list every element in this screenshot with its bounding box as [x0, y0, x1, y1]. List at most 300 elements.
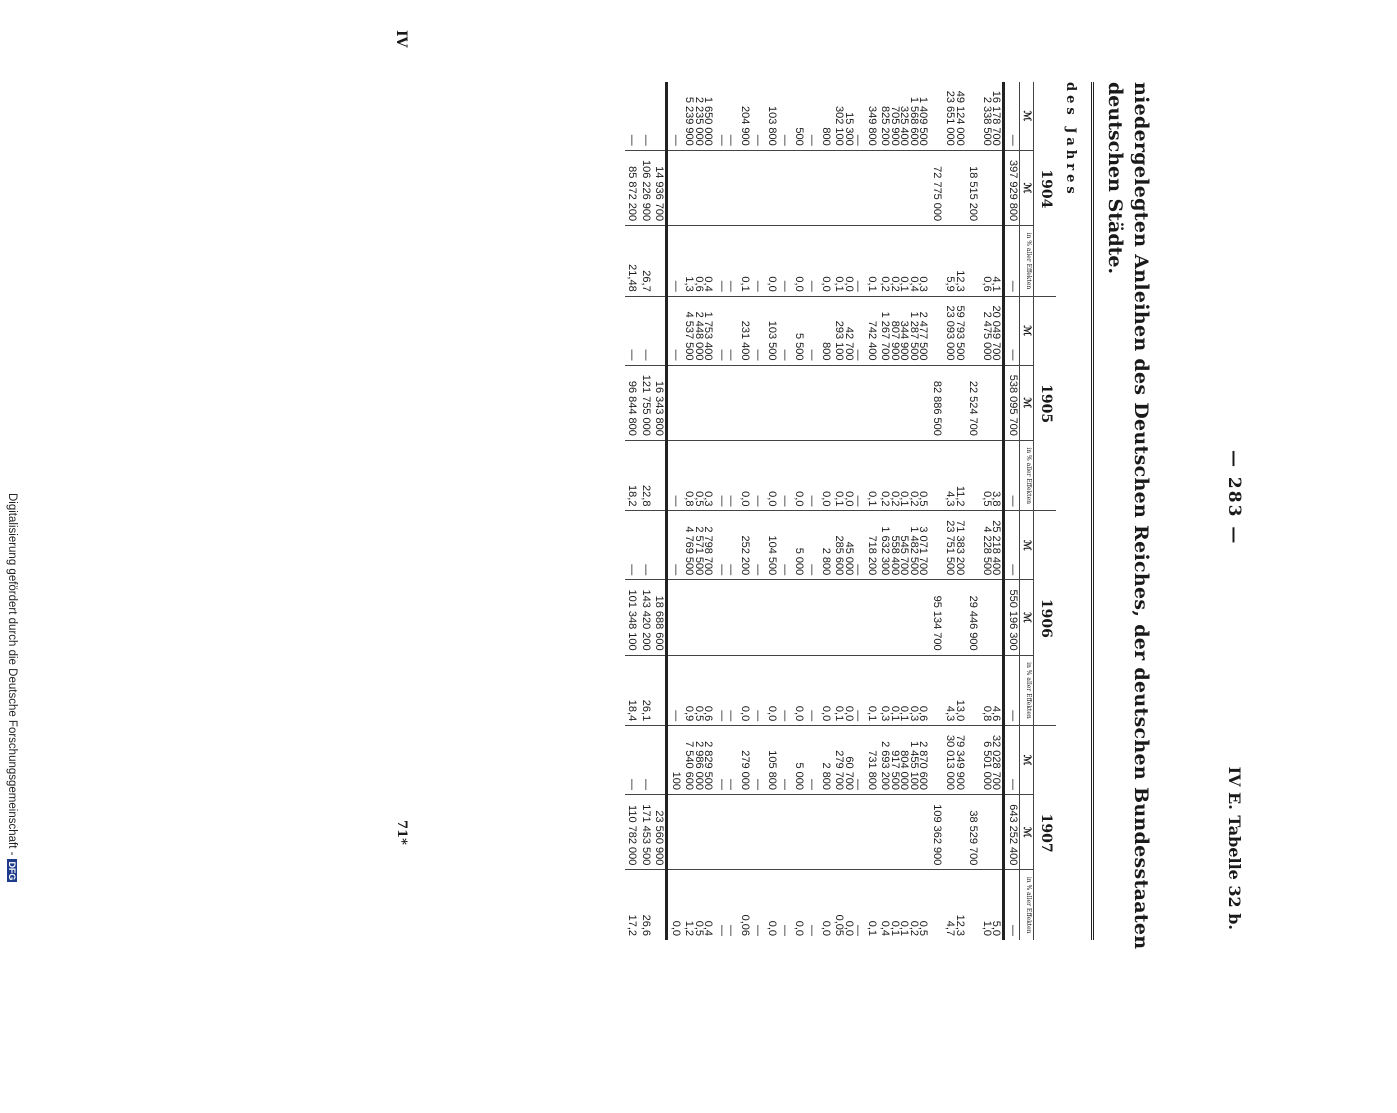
- percent-cell: 0,6 0,3 0,1 0,1 0,3: [878, 655, 930, 726]
- percent-cell: — 0,0 0,05: [832, 870, 865, 940]
- mark-cell: [930, 511, 944, 580]
- total-cell: [819, 795, 833, 870]
- total-cell: [765, 795, 779, 870]
- percent-cell: 5,0 1,0: [980, 870, 1005, 940]
- percent-cell: 21,48: [625, 226, 639, 297]
- percent-cell: [930, 226, 944, 297]
- mark-cell: —: [806, 134, 819, 146]
- percent-cell: [966, 226, 980, 297]
- percent-cell: 26,6: [639, 870, 653, 940]
- table-row: [625, 82, 639, 940]
- mark-cell: 2 870 600 1 455 100 804 000 917 500 2 693 200: [878, 726, 930, 795]
- percent-cell: 0,4 0,5 1,2: [682, 870, 715, 940]
- percent-cell: —: [751, 226, 765, 297]
- total-cell: [715, 580, 738, 655]
- funding-note: [2, 493, 18, 1113]
- percent-cell: —: [805, 870, 819, 940]
- total-cell: [980, 365, 1005, 440]
- percent-cell: — —: [715, 870, 738, 940]
- mark-cell: 59 793 500 23 093 000: [943, 296, 966, 365]
- percent-cell: 0,5 0,2 0,1 0,2 0,2: [878, 440, 930, 511]
- total-cell: [865, 580, 879, 655]
- total-cell: 171 453 500: [639, 795, 653, 870]
- percent-cell: 0,0: [792, 226, 806, 297]
- mark-cell: —: [778, 296, 792, 365]
- total-cell: [682, 150, 715, 225]
- table-row: [792, 82, 806, 940]
- percent-cell: 0,3 0,5 0,8: [682, 440, 715, 511]
- percent-cell: 0,1: [738, 226, 752, 297]
- des-jahres-label: des Jahres: [1063, 82, 1078, 198]
- title-rule: [1091, 82, 1094, 940]
- mark-unit-header: ℳ: [1020, 511, 1035, 580]
- total-cell: 643 252 400: [1004, 795, 1020, 870]
- table-row: [765, 82, 779, 940]
- total-cell: [832, 795, 865, 870]
- percent-cell: 0,0: [819, 226, 833, 297]
- table-row: [1004, 82, 1020, 940]
- total-cell: [865, 150, 879, 225]
- percent-cell: 0,6 0,5 0,9: [682, 655, 715, 726]
- percent-cell: 4,6 0,8: [980, 655, 1005, 726]
- mark-unit-header: ℳ: [1020, 795, 1035, 870]
- mark-cell: [652, 511, 667, 580]
- mark-cell: [966, 511, 980, 580]
- total-cell: [832, 365, 865, 440]
- mark-cell: —: [751, 726, 765, 795]
- total-cell: [715, 365, 738, 440]
- total-cell: [738, 795, 752, 870]
- table-title-line1: niedergelegten Anleihen des Deutschen Reiches, der deutschen Bundesstaaten: [1130, 82, 1152, 950]
- total-cell: [682, 365, 715, 440]
- total-cell: [980, 150, 1005, 225]
- total-cell: 18 688 600: [652, 580, 667, 655]
- total-cell: 550 196 300: [1004, 580, 1020, 655]
- total-cell: 538 095 700: [1004, 365, 1020, 440]
- mark-cell: 2 477 500 1 287 500 344 900 807 900 1 267 700: [878, 296, 930, 365]
- total-cell: [765, 150, 779, 225]
- total-cell: [667, 795, 682, 870]
- mark-cell: —: [805, 726, 819, 795]
- percent-cell: —: [1004, 870, 1020, 940]
- mark-cell: 2 798 700 2 571 500 4 769 500: [682, 511, 715, 580]
- percent-cell: — —: [715, 440, 738, 511]
- total-cell: [805, 365, 819, 440]
- total-cell: [751, 150, 765, 225]
- table-row: [778, 82, 792, 940]
- total-cell: [751, 795, 765, 870]
- total-cell: [819, 365, 833, 440]
- mark-cell: 5 500: [792, 296, 806, 365]
- total-cell: [865, 795, 879, 870]
- table-row: [652, 82, 667, 940]
- mark-unit-header: ℳ: [1020, 365, 1035, 440]
- mark-cell: —: [625, 726, 639, 795]
- mark-cell: —: [751, 511, 765, 580]
- mark-cell: 79 349 900 30 013 000: [943, 726, 966, 795]
- percent-cell: — —: [715, 655, 738, 726]
- mark-unit-header: ℳ: [1020, 296, 1035, 365]
- total-cell: [943, 365, 966, 440]
- total-cell: [738, 580, 752, 655]
- percent-cell: —: [778, 655, 792, 726]
- mark-cell: 103 500: [765, 296, 779, 365]
- total-cell: [792, 795, 806, 870]
- total-cell: 22 524 700: [966, 365, 980, 440]
- year-header-row: [1034, 82, 1056, 940]
- mark-cell: 5 000: [792, 726, 806, 795]
- total-cell: [878, 365, 930, 440]
- percent-cell: 0,1: [865, 226, 879, 297]
- mark-cell: 105 800: [765, 726, 779, 795]
- table-row: [751, 82, 765, 940]
- mark-cell: 279 000: [738, 726, 752, 795]
- mark-cell: —: [625, 296, 639, 365]
- total-cell: [778, 795, 792, 870]
- total-cell: [865, 365, 879, 440]
- dfg-logo: DFG: [7, 861, 17, 881]
- mark-cell: 32 028 700 6 501 000: [980, 726, 1005, 795]
- percent-cell: —: [667, 655, 682, 726]
- table-reference: IV E. Tabelle 32 b.: [1225, 766, 1244, 930]
- mark-cell: —: [626, 134, 639, 146]
- mark-cell: — —: [716, 134, 738, 146]
- total-cell: [765, 365, 779, 440]
- mark-unit-header: ℳ: [1020, 580, 1035, 655]
- percent-cell: 18,2: [625, 440, 639, 511]
- mark-cell: 2 829 500 2 986 000 7 540 600: [682, 726, 715, 795]
- mark-cell: [966, 296, 980, 365]
- mark-cell: 1 650 000 2 235 000 5 239 900: [683, 96, 715, 146]
- total-cell: [751, 365, 765, 440]
- total-cell: [805, 795, 819, 870]
- percent-cell: 4,1 0,6: [980, 226, 1005, 297]
- mark-cell: —: [752, 134, 765, 146]
- percent-cell: 13,0 4,3: [943, 655, 966, 726]
- mark-cell: —: [639, 726, 653, 795]
- mark-cell: 800: [820, 127, 832, 146]
- total-cell: 23 560 900: [652, 795, 667, 870]
- total-cell: [943, 580, 966, 655]
- mark-cell: — 45 000 285 600: [832, 511, 865, 580]
- mark-cell: 252 200: [738, 511, 752, 580]
- total-cell: [980, 795, 1005, 870]
- total-cell: [778, 580, 792, 655]
- mark-cell: 49 124 000 23 651 000: [944, 90, 966, 146]
- table-row: [819, 82, 833, 940]
- percent-cell: 0,3 0,4 0,1 0,2 0,2: [878, 226, 930, 297]
- mark-cell: 100: [667, 726, 682, 795]
- total-cell: [878, 580, 930, 655]
- percent-cell: 0,5 0,2 0,1 0,1 0,4: [878, 870, 930, 940]
- percent-cell: 17,2: [625, 870, 639, 940]
- total-cell: 16 343 800: [652, 365, 667, 440]
- percent-cell: —: [751, 870, 765, 940]
- total-cell: [682, 580, 715, 655]
- unit-header-row: [1020, 82, 1035, 940]
- total-cell: 96 844 800: [625, 365, 639, 440]
- mark-cell: —: [805, 511, 819, 580]
- mark-cell: 718 200: [865, 511, 879, 580]
- percent-cell: 0,0: [765, 870, 779, 940]
- percent-cell: —: [778, 870, 792, 940]
- mark-cell: [966, 82, 980, 150]
- table-row: [966, 82, 980, 940]
- mark-cell: —: [667, 82, 682, 150]
- percent-cell: 0,0: [765, 655, 779, 726]
- percent-cell: 0,0: [765, 440, 779, 511]
- total-cell: [667, 580, 682, 655]
- mark-cell: —: [639, 296, 653, 365]
- total-cell: 121 755 000: [639, 365, 653, 440]
- percent-cell: [930, 440, 944, 511]
- mark-cell: 1 409 500 1 568 600 325 400 705 900 825 200: [879, 96, 930, 146]
- percent-cell: — —: [715, 226, 738, 297]
- percent-cell: [966, 870, 980, 940]
- percent-cell: 0,0: [738, 440, 752, 511]
- percent-cell: —: [778, 226, 792, 297]
- percent-cell: —: [667, 440, 682, 511]
- mark-cell: [930, 726, 944, 795]
- mark-cell: —: [1004, 296, 1020, 365]
- mark-cell: 71 383 200 23 751 500: [943, 511, 966, 580]
- mark-cell: [652, 82, 667, 150]
- mark-cell: —: [778, 726, 792, 795]
- year-1907-header: 1907: [1034, 726, 1056, 940]
- mark-cell: — —: [715, 296, 738, 365]
- page-number: — 283 —: [1224, 450, 1244, 546]
- mark-cell: —: [1004, 726, 1020, 795]
- mark-cell: — 60 700 279 700: [832, 726, 865, 795]
- mark-cell: — 15 300 302 100: [833, 106, 865, 146]
- table-row: [878, 82, 930, 940]
- mark-cell: 500: [793, 127, 805, 146]
- percent-cell: 0,06: [738, 870, 752, 940]
- year-1906-header: 1906: [1034, 511, 1056, 726]
- mark-cell: [652, 296, 667, 365]
- table-row: [943, 82, 966, 940]
- total-cell: 18 515 200: [966, 150, 980, 225]
- mark-cell: — 42 700 293 100: [832, 296, 865, 365]
- table-row: [805, 82, 819, 940]
- mark-cell: 731 800: [865, 726, 879, 795]
- percent-cell: 0,0: [792, 655, 806, 726]
- mark-unit-header: ℳ: [1020, 726, 1035, 795]
- total-cell: [832, 150, 865, 225]
- mark-cell: 5 000: [792, 511, 806, 580]
- percent-cell: [930, 870, 944, 940]
- mark-cell: 2 800: [819, 726, 833, 795]
- mark-cell: 103 800: [766, 106, 778, 146]
- percent-cell: [966, 655, 980, 726]
- percent-cell: 3,8 0,5: [980, 440, 1005, 511]
- table-row: [639, 82, 653, 940]
- mark-cell: —: [805, 296, 819, 365]
- total-cell: [805, 150, 819, 225]
- percent-cell: 0,0: [792, 870, 806, 940]
- total-cell: [878, 150, 930, 225]
- total-cell: 101 348 100: [625, 580, 639, 655]
- total-cell: [943, 150, 966, 225]
- year-1905-header: 1905: [1034, 296, 1056, 511]
- total-cell: 109 362 900: [930, 795, 944, 870]
- total-cell: 38 529 700: [966, 795, 980, 870]
- total-cell: [667, 365, 682, 440]
- mark-cell: —: [639, 511, 653, 580]
- mark-cell: 1 753 400 2 448 000 4 537 500: [682, 296, 715, 365]
- total-cell: 143 420 200: [639, 580, 653, 655]
- mark-cell: 25 218 400 4 228 500: [980, 511, 1005, 580]
- mark-cell: — —: [715, 726, 738, 795]
- percent-cell: 0,0: [819, 440, 833, 511]
- percent-cell: 0,1: [865, 870, 879, 940]
- percent-cell: 0,0: [792, 440, 806, 511]
- percent-cell: — 0,0 0,1: [832, 226, 865, 297]
- total-cell: [715, 150, 738, 225]
- total-cell: 82 886 500: [930, 365, 944, 440]
- percent-cell: 11,2 4,3: [943, 440, 966, 511]
- total-cell: [819, 580, 833, 655]
- percent-cell: [652, 226, 667, 297]
- percent-cell: 0,1: [865, 655, 879, 726]
- mark-cell: —: [778, 511, 792, 580]
- table-row: [865, 82, 879, 940]
- percent-cell: —: [751, 655, 765, 726]
- total-cell: 72 775 000: [930, 150, 944, 225]
- mark-cell: [930, 82, 944, 150]
- percent-cell: —: [778, 440, 792, 511]
- total-cell: [751, 580, 765, 655]
- mark-cell: 349 800: [866, 106, 878, 146]
- percent-cell: 22,8: [639, 440, 653, 511]
- mark-cell: 16 178 700 2 338 500: [981, 90, 1003, 146]
- mark-cell: 800: [819, 296, 833, 365]
- table-row: [832, 82, 865, 940]
- total-cell: 110 782 000: [625, 795, 639, 870]
- mark-cell: —: [625, 511, 639, 580]
- total-cell: [738, 365, 752, 440]
- percent-cell: — 0,0 0,1: [832, 440, 865, 511]
- total-cell: [765, 580, 779, 655]
- total-cell: [792, 150, 806, 225]
- table-row: [715, 82, 738, 940]
- percent-unit-header: in % aller Effekten: [1020, 870, 1035, 940]
- rotated-page: [242, 10, 1244, 1010]
- percent-cell: 0,4 0,6 1,3: [682, 226, 715, 297]
- mark-cell: 231 400: [738, 296, 752, 365]
- percent-cell: — 0,0 0,1: [832, 655, 865, 726]
- percent-cell: 26,1: [639, 655, 653, 726]
- year-1904-header: 1904: [1034, 82, 1056, 296]
- percent-cell: —: [1004, 226, 1020, 297]
- mark-cell: —: [640, 134, 652, 146]
- percent-cell: [652, 440, 667, 511]
- total-cell: [878, 795, 930, 870]
- total-cell: 95 134 700: [930, 580, 944, 655]
- total-cell: 14 936 700: [652, 150, 667, 225]
- total-cell: 106 226 900: [639, 150, 653, 225]
- mark-cell: 742 400: [865, 296, 879, 365]
- table-row: [930, 82, 944, 940]
- total-cell: [792, 580, 806, 655]
- percent-cell: 18,4: [625, 655, 639, 726]
- percent-cell: —: [667, 226, 682, 297]
- mark-cell: 3 071 700 1 482 500 545 700 558 400 1 632 300: [878, 511, 930, 580]
- percent-cell: 0,1: [865, 440, 879, 511]
- mark-cell: 104 500: [765, 511, 779, 580]
- percent-cell: 0,0: [667, 870, 682, 940]
- mark-cell: [966, 726, 980, 795]
- mark-cell: 204 900: [739, 106, 751, 146]
- mark-cell: —: [1004, 82, 1020, 150]
- percent-cell: 0,0: [765, 226, 779, 297]
- table-row: [980, 82, 1005, 940]
- mark-cell: — —: [715, 511, 738, 580]
- table-title-line2: deutschen Städte.: [1104, 82, 1126, 275]
- mark-unit-header: ℳ: [1020, 82, 1035, 150]
- mark-cell: [930, 296, 944, 365]
- total-cell: [682, 795, 715, 870]
- percent-cell: 12,3 5,9: [943, 226, 966, 297]
- percent-cell: —: [751, 440, 765, 511]
- loans-table: [625, 82, 1056, 940]
- total-cell: [778, 150, 792, 225]
- total-cell: 397 929 800: [1004, 150, 1020, 225]
- total-cell: [667, 150, 682, 225]
- table-body: [625, 82, 1020, 940]
- total-cell: [805, 580, 819, 655]
- mark-cell: [652, 726, 667, 795]
- total-cell: 85 872 200: [625, 150, 639, 225]
- mark-cell: 2 800: [819, 511, 833, 580]
- percent-cell: 0,0: [738, 655, 752, 726]
- percent-cell: —: [805, 226, 819, 297]
- total-cell: [980, 580, 1005, 655]
- percent-cell: 26,7: [639, 226, 653, 297]
- total-cell: [778, 365, 792, 440]
- funding-note-text: Digitalisierung gefördert durch die Deutsche Forschungsgemeinschaft -: [6, 493, 18, 856]
- mark-cell: —: [667, 296, 682, 365]
- total-cell: [715, 795, 738, 870]
- percent-cell: —: [805, 440, 819, 511]
- mark-cell: 20 049 700 2 475 000: [980, 296, 1005, 365]
- total-cell: [832, 580, 865, 655]
- percent-cell: [930, 655, 944, 726]
- percent-unit-header: in % aller Effekten: [1020, 226, 1035, 297]
- percent-cell: [652, 655, 667, 726]
- mark-cell: —: [751, 296, 765, 365]
- mark-unit-header: ℳ: [1020, 150, 1035, 225]
- percent-cell: [652, 870, 667, 940]
- mark-cell: —: [667, 511, 682, 580]
- total-cell: [943, 795, 966, 870]
- table-row: [682, 82, 715, 940]
- mark-cell: —: [1004, 511, 1020, 580]
- table-row: [667, 82, 682, 940]
- total-cell: [819, 150, 833, 225]
- percent-cell: —: [1004, 440, 1020, 511]
- percent-unit-header: in % aller Effekten: [1020, 440, 1035, 511]
- footer-right: 71*: [394, 820, 409, 845]
- percent-cell: 0,0: [819, 870, 833, 940]
- percent-cell: —: [805, 655, 819, 726]
- total-cell: [792, 365, 806, 440]
- percent-cell: [966, 440, 980, 511]
- footer-left: IV: [393, 30, 409, 48]
- mark-cell: —: [779, 134, 792, 146]
- table-row: [738, 82, 752, 940]
- percent-cell: —: [1004, 655, 1020, 726]
